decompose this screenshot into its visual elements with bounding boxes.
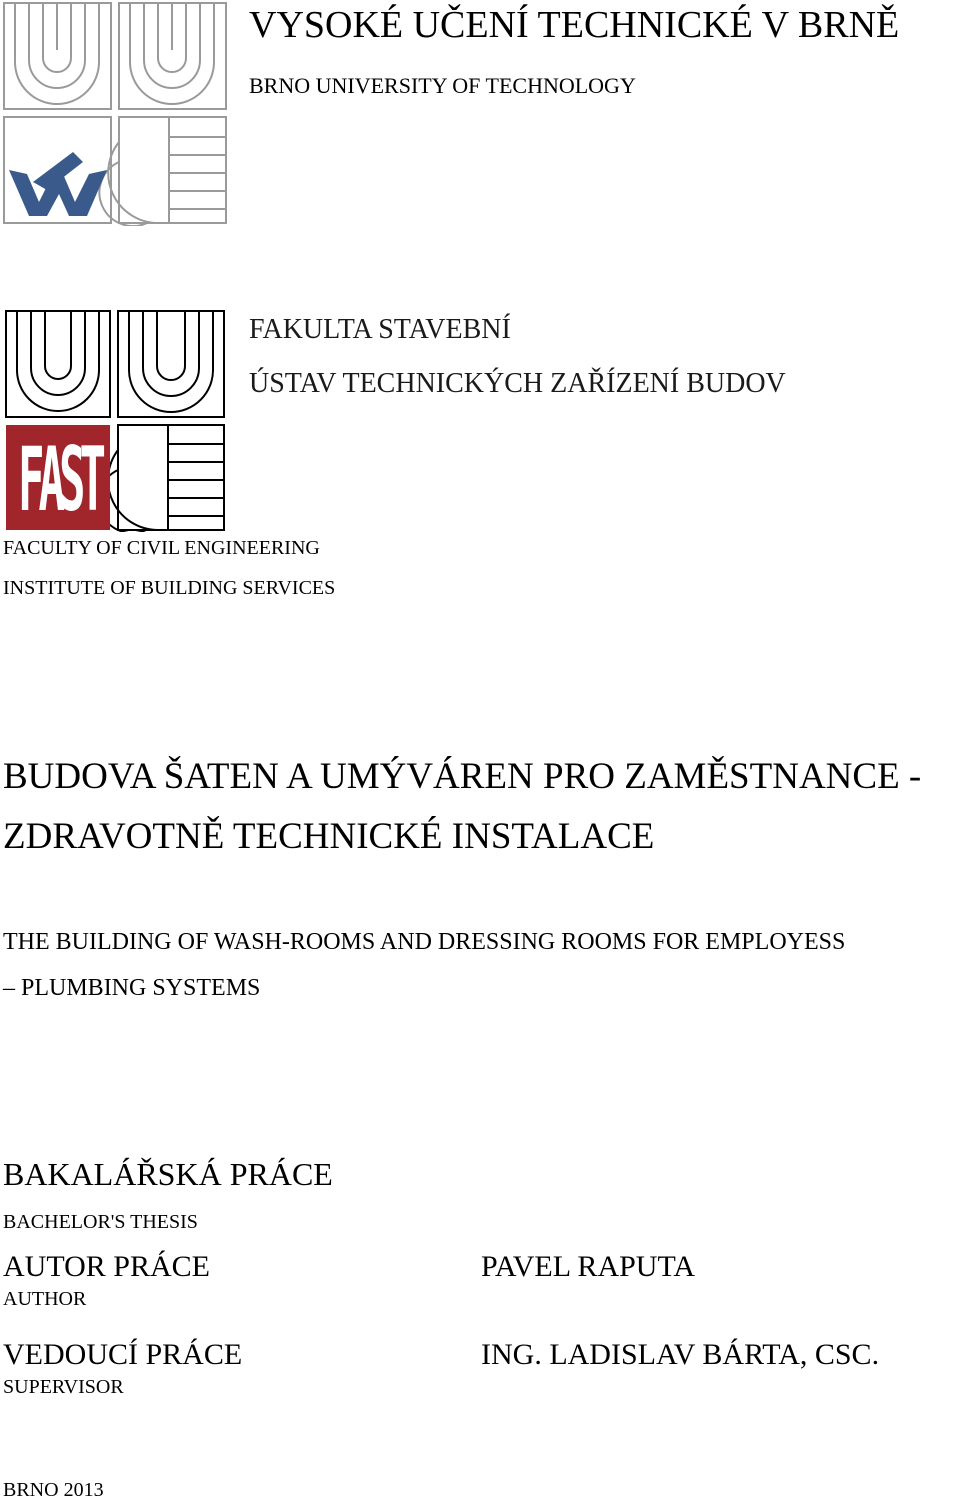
- author-label-en: AUTHOR: [3, 1288, 87, 1310]
- faculty-title-cz: FAKULTA STAVEBNÍ: [249, 314, 511, 345]
- faculty-title-en: FACULTY OF CIVIL ENGINEERING: [3, 537, 320, 559]
- thesis-title-cz-line1: BUDOVA ŠATEN A UMÝVÁREN PRO ZAMĚSTNANCE -: [3, 756, 922, 797]
- place-year: BRNO 2013: [3, 1479, 104, 1501]
- vut-logo: [3, 2, 229, 226]
- supervisor-name: ING. LADISLAV BÁRTA, CSC.: [481, 1338, 880, 1371]
- thesis-type-cz: BAKALÁŘSKÁ PRÁCE: [3, 1156, 333, 1192]
- thesis-title-en-line2: – PLUMBING SYSTEMS: [3, 975, 261, 1001]
- author-label-cz: AUTOR PRÁCE: [3, 1250, 210, 1283]
- fast-logo: [5, 310, 227, 532]
- thesis-type-en: BACHELOR'S THESIS: [3, 1211, 198, 1233]
- thesis-title-en-line1: THE BUILDING OF WASH-ROOMS AND DRESSING ROOMS FOR EMPLOYESS: [3, 929, 846, 955]
- author-name: PAVEL RAPUTA: [481, 1250, 696, 1283]
- thesis-title-cz-line2: ZDRAVOTNĚ TECHNICKÉ INSTALACE: [3, 816, 655, 857]
- institute-title-cz: ÚSTAV TECHNICKÝCH ZAŘÍZENÍ BUDOV: [249, 368, 786, 399]
- university-title-cz: VYSOKÉ UČENÍ TECHNICKÉ V BRNĚ: [249, 4, 900, 46]
- supervisor-label-cz: VEDOUCÍ PRÁCE: [3, 1338, 243, 1371]
- fast-logo-text: FAST: [18, 430, 100, 532]
- university-title-en: BRNO UNIVERSITY OF TECHNOLOGY: [249, 73, 636, 98]
- supervisor-label-en: SUPERVISOR: [3, 1376, 124, 1398]
- institute-title-en: INSTITUTE OF BUILDING SERVICES: [3, 577, 336, 599]
